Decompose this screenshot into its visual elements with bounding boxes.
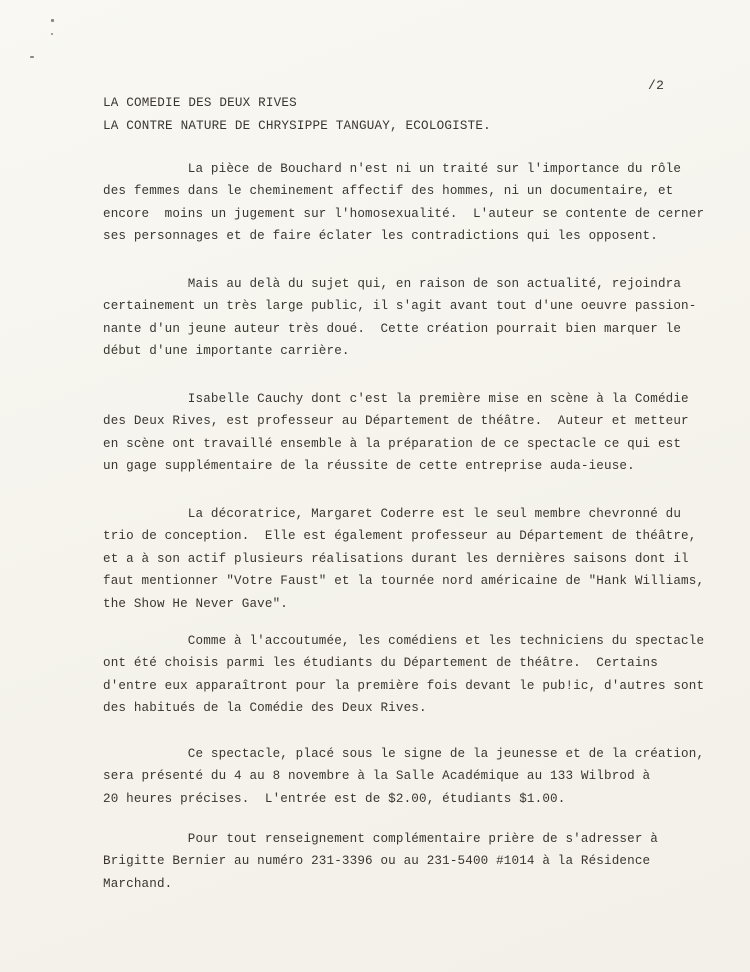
page-number: /2 xyxy=(648,78,665,93)
paper-mark xyxy=(30,56,34,58)
heading-title: LA CONTRE NATURE DE CHRYSIPPE TANGUAY, ECOLOGISTE. xyxy=(103,119,491,133)
text-line: Ce spectacle, placé sous le signe de la jeunesse et de la création, xyxy=(103,747,705,761)
text-line: ont été choisis parmi les étudiants du Département de théâtre. Certains xyxy=(103,656,658,671)
text-line: the Show He Never Gave". xyxy=(103,596,288,611)
text-line: un gage supplémentaire de la réussite de cette entreprise auda-ieuse. xyxy=(103,459,635,474)
paragraph xyxy=(103,273,697,363)
text-line: Mais au delà du sujet qui, en raison de son actualité, rejoindra xyxy=(103,277,682,291)
text-line: en scène ont travaillé ensemble à la préparation de ce spectacle ce qui est xyxy=(103,436,682,451)
text-line: La pièce de Bouchard n'est ni un traité sur l'importance du rôle xyxy=(103,162,682,176)
paragraph xyxy=(103,828,693,895)
text-line: nante d'un jeune auteur très doué. Cette création pourrait bien marquer le xyxy=(103,321,682,336)
paper-mark xyxy=(51,19,54,22)
text-line: La décoratrice, Margaret Coderre est le seul membre chevronné du xyxy=(103,507,682,521)
paper-mark xyxy=(51,33,53,35)
text-line: Pour tout renseignement complémentaire prière de s'adresser à xyxy=(103,832,658,846)
text-line: ses personnages et de faire éclater les contradictions qui les opposent. xyxy=(103,229,658,244)
text-line: encore moins un jugement sur l'homosexualité. L'auteur se contente de cerner xyxy=(103,206,705,221)
text-line: faut mentionner "Votre Faust" et la tournée nord américaine de "Hank Williams, xyxy=(103,574,705,589)
paragraph xyxy=(103,388,693,478)
text-line: 20 heures précises. L'entrée est de $2.00, étudiants $1.00. xyxy=(103,791,566,806)
text-line: des femmes dans le cheminement affectif des hommes, ni un documentaire, et xyxy=(103,184,674,199)
paragraph xyxy=(103,158,705,248)
text-line: des Deux Rives, est professeur au Département de théâtre. Auteur et metteur xyxy=(103,414,689,429)
text-line: début d'une importante carrière. xyxy=(103,344,350,359)
text-line: certainement un très large public, il s'agit avant tout d'une oeuvre passion- xyxy=(103,299,697,314)
paragraph xyxy=(103,503,705,615)
paragraph xyxy=(103,743,705,810)
text-line: Isabelle Cauchy dont c'est la première mise en scène à la Comédie xyxy=(103,392,689,406)
paragraph xyxy=(103,630,705,720)
text-line: Brigitte Bernier au numéro 231-3396 ou au 231-5400 #1014 à la Résidence xyxy=(103,854,651,869)
text-line: Marchand. xyxy=(103,876,173,891)
text-line: sera présenté du 4 au 8 novembre à la Salle Académique au 133 Wilbrod à xyxy=(103,769,651,784)
text-line: trio de conception. Elle est également professeur au Département de théâtre, xyxy=(103,529,697,544)
text-line: et a à son actif plusieurs réalisations durant les dernières saisons dont il xyxy=(103,551,689,566)
text-line: d'entre eux apparaîtront pour la première fois devant le pub!ic, d'autres sont xyxy=(103,678,705,693)
text-line: des habitués de la Comédie des Deux Rives. xyxy=(103,701,427,716)
heading-company: LA COMEDIE DES DEUX RIVES xyxy=(103,96,297,110)
text-line: Comme à l'accoutumée, les comédiens et les techniciens du spectacle xyxy=(103,634,705,648)
